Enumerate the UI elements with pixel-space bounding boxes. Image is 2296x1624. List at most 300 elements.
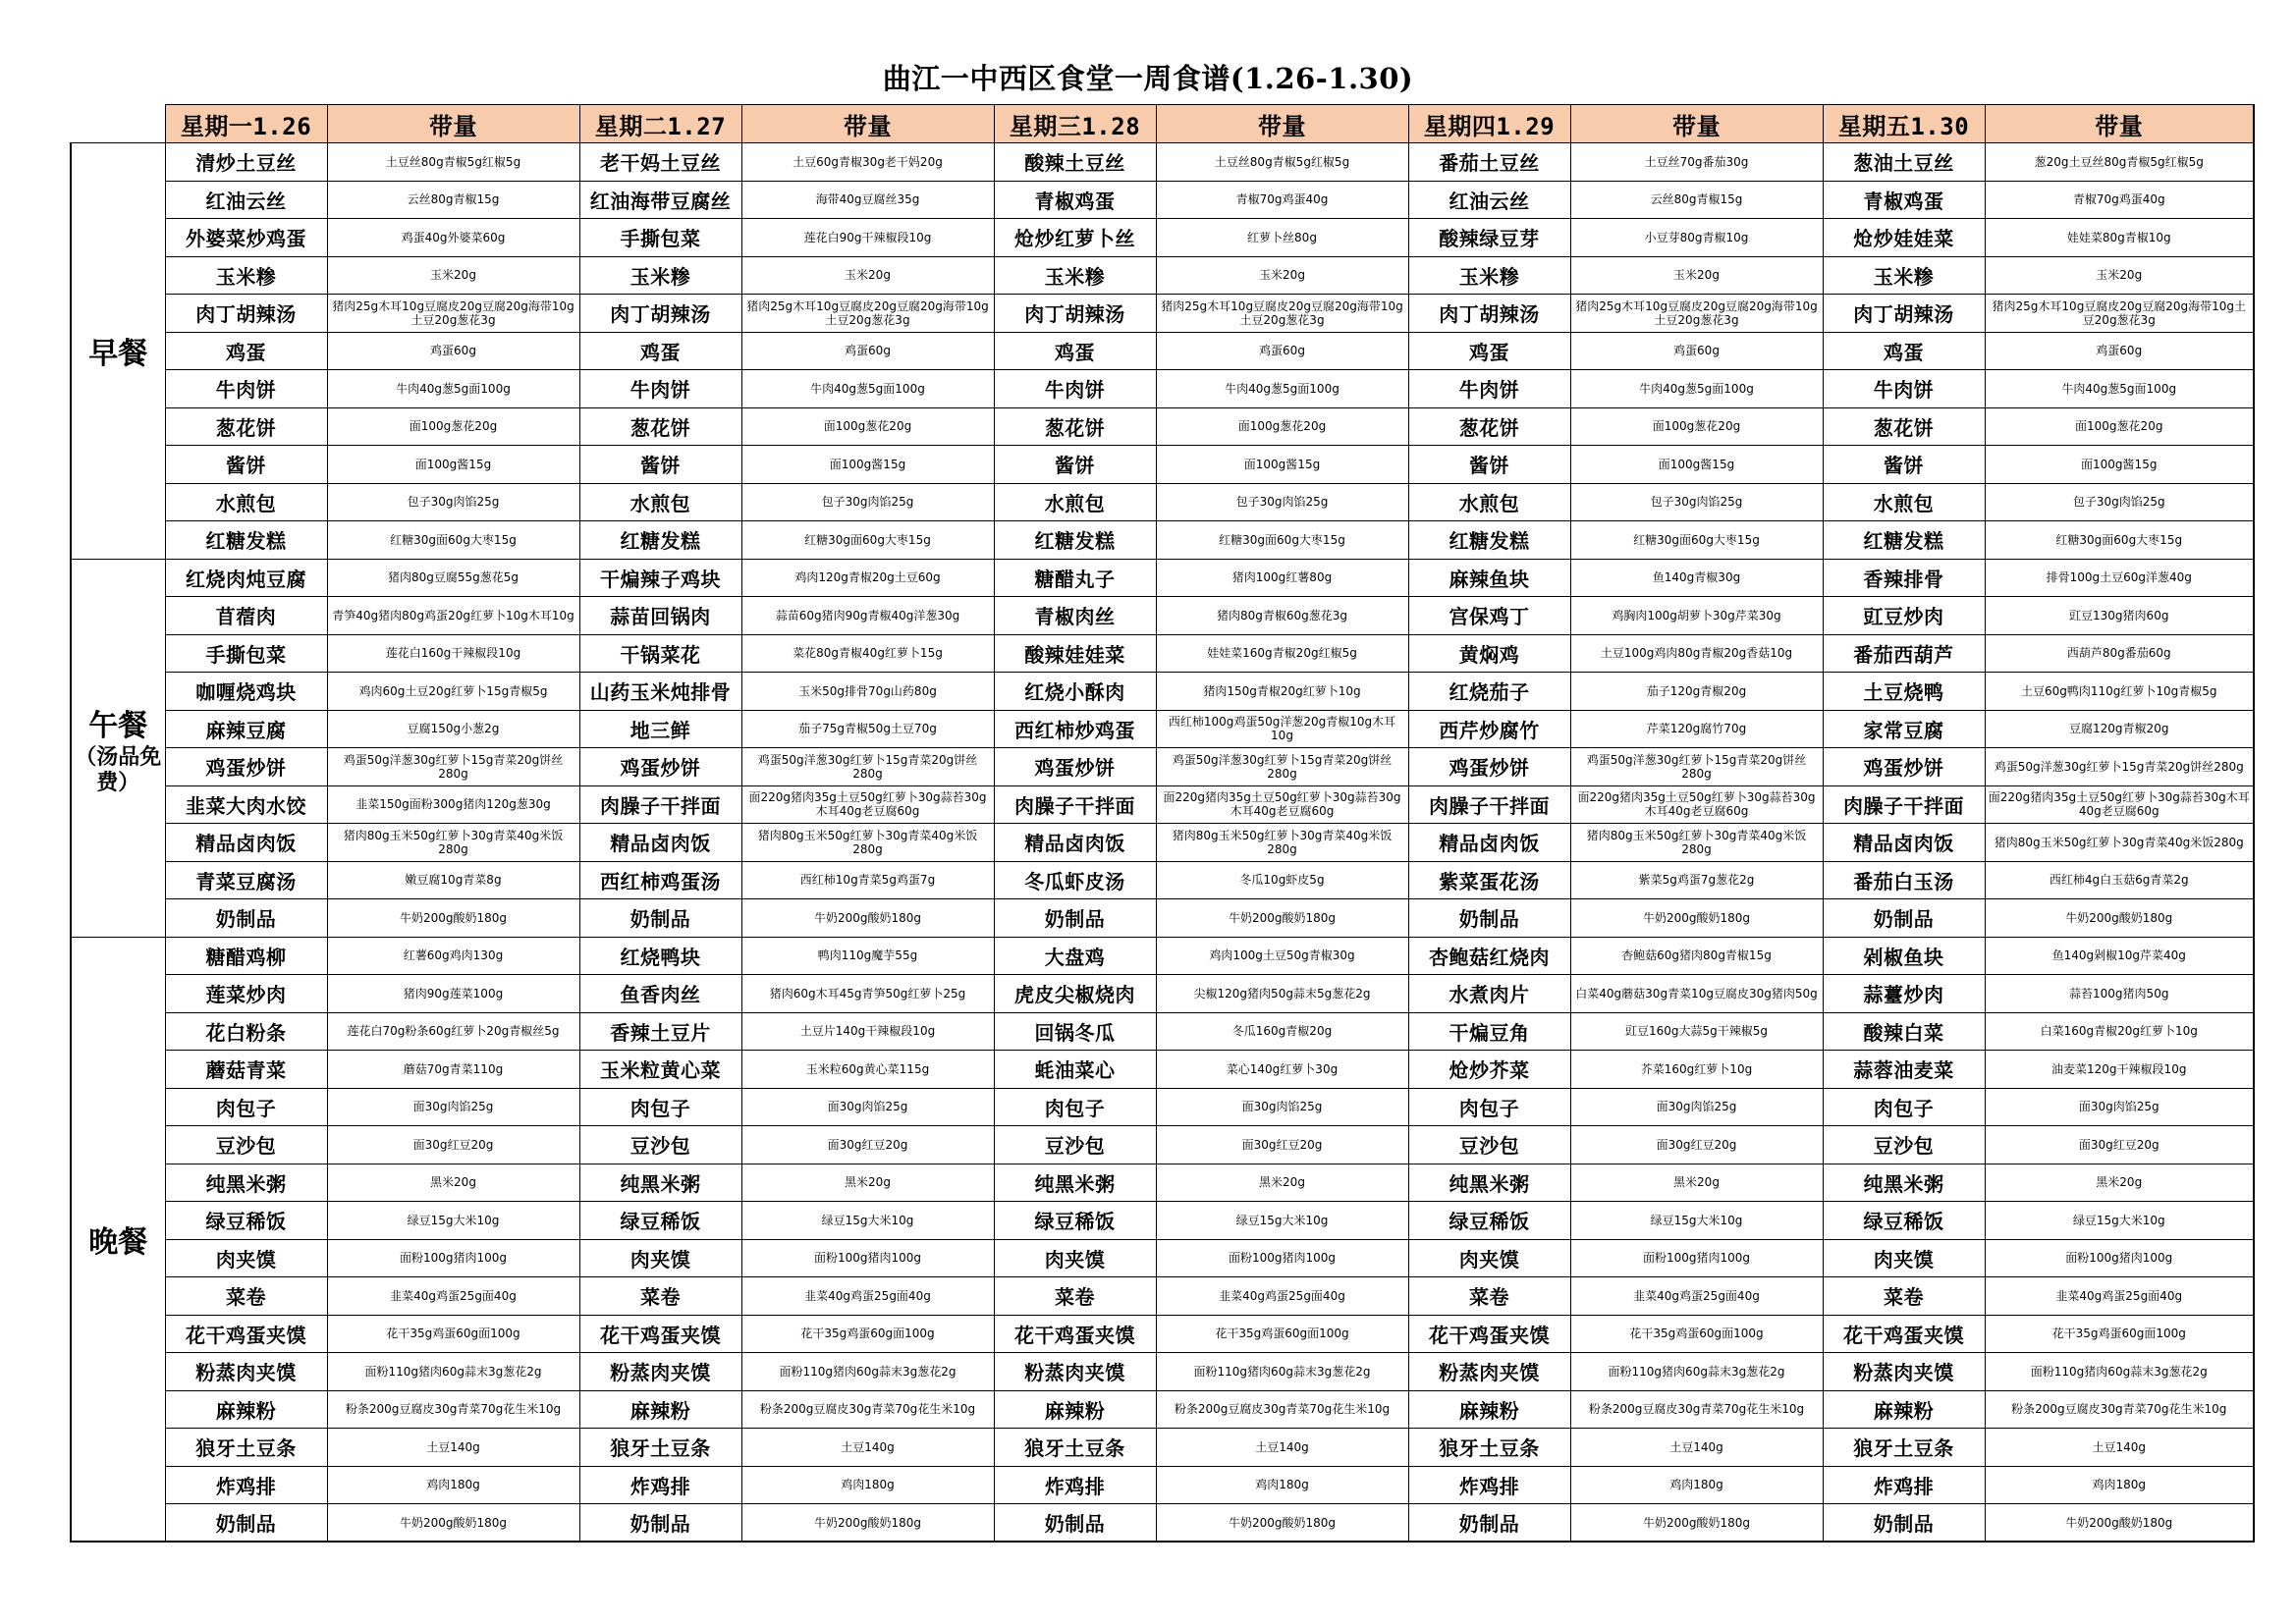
dish-name: 家常豆腐 [1823, 710, 1985, 748]
meal-label: 午餐 [88, 708, 148, 743]
dish-name: 葱花饼 [579, 407, 741, 446]
dish-name: 肉臊子干拌面 [579, 785, 741, 824]
dish-name: 奶制品 [994, 899, 1156, 938]
menu-row [71, 1051, 2254, 1089]
dish-name: 炸鸡排 [1823, 1466, 1985, 1504]
dish-name: 肉臊子干拌面 [994, 785, 1156, 824]
page-title: 曲江一中西区食堂一周食谱(1.26-1.30) [882, 62, 1414, 95]
dish-name: 肉丁胡辣汤 [165, 295, 327, 333]
dish-name: 粉蒸肉夹馍 [579, 1353, 741, 1391]
menu-row [71, 446, 2254, 484]
dish-quantity: 花干35g鸡蛋60g面100g [327, 1315, 579, 1353]
dish-name: 肉夹馍 [165, 1239, 327, 1277]
dish-name: 纯黑米粥 [1823, 1164, 1985, 1202]
dish-name: 咖喱烧鸡块 [165, 673, 327, 711]
dish-quantity: 绿豆15g大米10g [1985, 1202, 2254, 1240]
dish-name: 肉丁胡辣汤 [579, 295, 741, 333]
dish-name: 糖醋鸡柳 [165, 937, 327, 975]
dish-name: 红烧鸭块 [579, 937, 741, 975]
dish-name: 玉米糁 [165, 256, 327, 295]
dish-name: 牛肉饼 [994, 370, 1156, 408]
menu-row [71, 143, 2254, 182]
dish-name: 奶制品 [1823, 899, 1985, 938]
dish-quantity: 菜花80g青椒40g红萝卜15g [741, 634, 994, 673]
dish-quantity: 鸡蛋50g洋葱30g红萝卜15g青菜20g饼丝280g [1985, 748, 2254, 786]
dish-name: 麻辣粉 [1408, 1390, 1570, 1429]
dish-name: 纯黑米粥 [994, 1164, 1156, 1202]
dish-quantity: 包子30g肉馅25g [327, 483, 579, 521]
dish-name: 精品卤肉饭 [165, 824, 327, 862]
dish-quantity: 面220g猪肉35g土豆50g红萝卜30g蒜苔30g木耳40g老豆腐60g [1156, 785, 1408, 824]
dish-name: 糖醋丸子 [994, 559, 1156, 597]
dish-quantity: 土豆140g [741, 1429, 994, 1467]
dish-name: 酸辣白菜 [1823, 1012, 1985, 1051]
dish-quantity: 芥菜160g红萝卜10g [1570, 1051, 1823, 1089]
dish-name: 蒜薹炒肉 [1823, 975, 1985, 1013]
dish-quantity: 鸭肉110g魔芋55g [741, 937, 994, 975]
menu-row [71, 1466, 2254, 1504]
dish-quantity: 牛肉40g葱5g面100g [741, 370, 994, 408]
dish-name: 冬瓜虾皮汤 [994, 861, 1156, 899]
menu-row [71, 1504, 2254, 1543]
dish-quantity: 花干35g鸡蛋60g面100g [1570, 1315, 1823, 1353]
dish-name: 玉米糁 [579, 256, 741, 295]
dish-name: 菜卷 [994, 1277, 1156, 1316]
dish-name: 精品卤肉饭 [1408, 824, 1570, 862]
dish-name: 豆沙包 [1408, 1126, 1570, 1164]
meal-note: （汤品免费） [75, 743, 162, 795]
dish-name: 粉蒸肉夹馍 [165, 1353, 327, 1391]
dish-name: 肉夹馍 [1408, 1239, 1570, 1277]
dish-quantity: 白菜40g蘑菇30g青菜10g豆腐皮30g猪肉50g [1570, 975, 1823, 1013]
dish-quantity: 尖椒120g猪肉50g蒜末5g葱花2g [1156, 975, 1408, 1013]
dish-quantity: 豇豆160g大蒜5g干辣椒5g [1570, 1012, 1823, 1051]
dish-quantity: 面100g葱花20g [1570, 407, 1823, 446]
dish-quantity: 鸡肉60g土豆20g红萝卜15g青椒5g [327, 673, 579, 711]
dish-quantity: 韭菜40g鸡蛋25g面40g [1985, 1277, 2254, 1316]
qty-header: 带量 [741, 105, 994, 143]
dish-name: 精品卤肉饭 [994, 824, 1156, 862]
dish-quantity: 牛奶200g酸奶180g [1985, 899, 2254, 938]
dish-quantity: 面100g酱15g [1156, 446, 1408, 484]
dish-name: 葱花饼 [994, 407, 1156, 446]
dish-quantity: 鱼140g剁椒10g芹菜40g [1985, 937, 2254, 975]
dish-name: 狼牙土豆条 [579, 1429, 741, 1467]
dish-name: 青椒肉丝 [994, 597, 1156, 635]
dish-quantity: 面粉100g猪肉100g [1985, 1239, 2254, 1277]
dish-name: 肉包子 [1823, 1088, 1985, 1126]
dish-quantity: 蒜苔100g猪肉50g [1985, 975, 2254, 1013]
dish-name: 绿豆稀饭 [579, 1202, 741, 1240]
dish-name: 肉丁胡辣汤 [994, 295, 1156, 333]
dish-name: 红油海带豆腐丝 [579, 181, 741, 219]
dish-quantity: 蘑菇70g青菜110g [327, 1051, 579, 1089]
dish-quantity: 韭菜40g鸡蛋25g面40g [1570, 1277, 1823, 1316]
dish-name: 回锅冬瓜 [994, 1012, 1156, 1051]
dish-quantity: 排骨100g土豆60g洋葱40g [1985, 559, 2254, 597]
dish-quantity: 面100g葱花20g [1156, 407, 1408, 446]
menu-row [71, 1277, 2254, 1316]
dish-quantity: 猪肉80g玉米50g红萝卜30g青菜40g米饭280g [1985, 824, 2254, 862]
dish-name: 红糖发糕 [165, 521, 327, 560]
dish-quantity: 玉米20g [741, 256, 994, 295]
dish-quantity: 青椒70g鸡蛋40g [1156, 181, 1408, 219]
dish-name: 肉夹馍 [579, 1239, 741, 1277]
dish-name: 蚝油菜心 [994, 1051, 1156, 1089]
dish-name: 苜蓿肉 [165, 597, 327, 635]
dish-quantity: 面30g红豆20g [327, 1126, 579, 1164]
dish-quantity: 玉米20g [1570, 256, 1823, 295]
dish-quantity: 包子30g肉馅25g [1570, 483, 1823, 521]
dish-name: 宫保鸡丁 [1408, 597, 1570, 635]
dish-name: 紫菜蛋花汤 [1408, 861, 1570, 899]
menu-row [71, 370, 2254, 408]
dish-name: 精品卤肉饭 [1823, 824, 1985, 862]
menu-row [71, 1126, 2254, 1164]
dish-name: 酱饼 [579, 446, 741, 484]
day-header: 星期三1.28 [994, 105, 1156, 143]
dish-quantity: 玉米50g排骨70g山药80g [741, 673, 994, 711]
dish-name: 清炒土豆丝 [165, 143, 327, 182]
dish-quantity: 红糖30g面60g大枣15g [741, 521, 994, 560]
dish-quantity: 玉米20g [1156, 256, 1408, 295]
dish-name: 绿豆稀饭 [165, 1202, 327, 1240]
dish-name: 鱼香肉丝 [579, 975, 741, 1013]
menu-row [71, 1012, 2254, 1051]
dish-quantity: 粉条200g豆腐皮30g青菜70g花生米10g [327, 1390, 579, 1429]
dish-quantity: 面粉110g猪肉60g蒜末3g葱花2g [1985, 1353, 2254, 1391]
meal-label-cell [71, 143, 165, 560]
dish-name: 西红柿炒鸡蛋 [994, 710, 1156, 748]
dish-quantity: 猪肉150g青椒20g红萝卜10g [1156, 673, 1408, 711]
dish-name: 绿豆稀饭 [1823, 1202, 1985, 1240]
dish-quantity: 猪肉80g玉米50g红萝卜30g青菜40g米饭280g [1570, 824, 1823, 862]
dish-quantity: 面100g酱15g [1985, 446, 2254, 484]
dish-name: 红烧茄子 [1408, 673, 1570, 711]
dish-name: 麻辣粉 [1823, 1390, 1985, 1429]
dish-name: 麻辣粉 [994, 1390, 1156, 1429]
menu-row [71, 1164, 2254, 1202]
dish-name: 肉夹馍 [1823, 1239, 1985, 1277]
dish-quantity: 黑米20g [327, 1164, 579, 1202]
dish-name: 菜卷 [1408, 1277, 1570, 1316]
dish-quantity: 绿豆15g大米10g [327, 1202, 579, 1240]
menu-row [71, 1239, 2254, 1277]
dish-name: 酱饼 [1823, 446, 1985, 484]
qty-header: 带量 [1570, 105, 1823, 143]
dish-name: 麻辣粉 [165, 1390, 327, 1429]
dish-name: 豆沙包 [165, 1126, 327, 1164]
meal-label-cell [71, 559, 165, 937]
menu-row [71, 899, 2254, 938]
dish-name: 西芹炒腐竹 [1408, 710, 1570, 748]
dish-name: 鸡蛋炒饼 [1408, 748, 1570, 786]
dish-quantity: 西红柿10g青菜5g鸡蛋7g [741, 861, 994, 899]
menu-row [71, 295, 2254, 333]
dish-name: 鸡蛋 [1408, 332, 1570, 370]
dish-name: 虎皮尖椒烧肉 [994, 975, 1156, 1013]
dish-quantity: 红糖30g面60g大枣15g [1570, 521, 1823, 560]
dish-quantity: 云丝80g青椒15g [327, 181, 579, 219]
dish-quantity: 猪肉80g豆腐55g葱花5g [327, 559, 579, 597]
dish-quantity: 面30g肉馅25g [327, 1088, 579, 1126]
dish-quantity: 鸡蛋60g [327, 332, 579, 370]
qty-header: 带量 [327, 105, 579, 143]
dish-name: 玉米糁 [1823, 256, 1985, 295]
menu-row [71, 785, 2254, 824]
dish-quantity: 娃娃菜80g青椒10g [1985, 219, 2254, 257]
dish-name: 酸辣土豆丝 [994, 143, 1156, 182]
menu-row [71, 597, 2254, 635]
dish-name: 奶制品 [1408, 899, 1570, 938]
dish-quantity: 茄子120g青椒20g [1570, 673, 1823, 711]
menu-row [71, 1429, 2254, 1467]
dish-quantity: 面粉110g猪肉60g蒜末3g葱花2g [1570, 1353, 1823, 1391]
menu-row [71, 937, 2254, 975]
dish-quantity: 豇豆130g猪肉60g [1985, 597, 2254, 635]
dish-quantity: 青笋40g猪肉80g鸡蛋20g红萝卜10g木耳10g [327, 597, 579, 635]
dish-name: 葱花饼 [165, 407, 327, 446]
dish-quantity: 红糖30g面60g大枣15g [1156, 521, 1408, 560]
dish-name: 红糖发糕 [1823, 521, 1985, 560]
menu-body [71, 143, 2254, 1543]
dish-quantity: 莲花白160g干辣椒段10g [327, 634, 579, 673]
dish-name: 鸡蛋炒饼 [994, 748, 1156, 786]
dish-quantity: 面220g猪肉35g土豆50g红萝卜30g蒜苔30g木耳40g老豆腐60g [741, 785, 994, 824]
dish-name: 菜卷 [579, 1277, 741, 1316]
dish-quantity: 鸡肉180g [1570, 1466, 1823, 1504]
dish-quantity: 面粉110g猪肉60g蒜末3g葱花2g [741, 1353, 994, 1391]
menu-row [71, 673, 2254, 711]
dish-quantity: 粉条200g豆腐皮30g青菜70g花生米10g [1156, 1390, 1408, 1429]
dish-quantity: 猪肉25g木耳10g豆腐皮20g豆腐20g海带10g土豆20g葱花3g [327, 295, 579, 333]
dish-quantity: 鸡蛋60g [1985, 332, 2254, 370]
dish-quantity: 蒜苗60g猪肉90g青椒40g洋葱30g [741, 597, 994, 635]
header-row [71, 105, 2254, 143]
dish-quantity: 面30g肉馅25g [1156, 1088, 1408, 1126]
dish-name: 花干鸡蛋夹馍 [994, 1315, 1156, 1353]
dish-quantity: 包子30g肉馅25g [741, 483, 994, 521]
dish-name: 红糖发糕 [1408, 521, 1570, 560]
dish-quantity: 面100g酱15g [741, 446, 994, 484]
dish-name: 鸡蛋 [165, 332, 327, 370]
dish-quantity: 面220g猪肉35g土豆50g红萝卜30g蒜苔30g木耳40g老豆腐60g [1985, 785, 2254, 824]
dish-quantity: 鸡蛋60g [1570, 332, 1823, 370]
dish-quantity: 面30g红豆20g [1156, 1126, 1408, 1164]
dish-quantity: 鸡蛋60g [1156, 332, 1408, 370]
dish-name: 花干鸡蛋夹馍 [1408, 1315, 1570, 1353]
dish-quantity: 青椒70g鸡蛋40g [1985, 181, 2254, 219]
dish-quantity: 面粉110g猪肉60g蒜末3g葱花2g [1156, 1353, 1408, 1391]
dish-quantity: 面30g红豆20g [741, 1126, 994, 1164]
menu-row [71, 483, 2254, 521]
dish-name: 狼牙土豆条 [1823, 1429, 1985, 1467]
dish-quantity: 面粉100g猪肉100g [741, 1239, 994, 1277]
dish-quantity: 黑米20g [741, 1164, 994, 1202]
dish-quantity: 面100g酱15g [327, 446, 579, 484]
dish-name: 炝炒娃娃菜 [1823, 219, 1985, 257]
dish-quantity: 白菜160g青椒20g红萝卜10g [1985, 1012, 2254, 1051]
dish-quantity: 小豆芽80g青椒10g [1570, 219, 1823, 257]
dish-quantity: 娃娃菜160g青椒20g红椒5g [1156, 634, 1408, 673]
dish-quantity: 红萝卜丝80g [1156, 219, 1408, 257]
dish-name: 纯黑米粥 [579, 1164, 741, 1202]
dish-quantity: 西红柿100g鸡蛋50g洋葱20g青椒10g木耳10g [1156, 710, 1408, 748]
dish-name: 麻辣粉 [579, 1390, 741, 1429]
day-header: 星期五1.30 [1823, 105, 1985, 143]
dish-quantity: 土豆丝80g青椒5g红椒5g [1156, 143, 1408, 182]
day-header: 星期二1.27 [579, 105, 741, 143]
dish-name: 炸鸡排 [994, 1466, 1156, 1504]
dish-name: 奶制品 [579, 1504, 741, 1543]
dish-name: 酱饼 [165, 446, 327, 484]
dish-name: 莲菜炒肉 [165, 975, 327, 1013]
menu-row [71, 256, 2254, 295]
dish-name: 狼牙土豆条 [165, 1429, 327, 1467]
dish-quantity: 冬瓜160g青椒20g [1156, 1012, 1408, 1051]
dish-name: 牛肉饼 [165, 370, 327, 408]
dish-name: 玉米糁 [1408, 256, 1570, 295]
menu-row [71, 1315, 2254, 1353]
dish-quantity: 土豆140g [1570, 1429, 1823, 1467]
dish-quantity: 土豆60g青椒30g老干妈20g [741, 143, 994, 182]
dish-name: 玉米粒黄心菜 [579, 1051, 741, 1089]
dish-name: 手撕包菜 [165, 634, 327, 673]
dish-name: 水煎包 [1823, 483, 1985, 521]
dish-quantity: 猪肉60g木耳45g青笋50g红萝卜25g [741, 975, 994, 1013]
dish-quantity: 粉条200g豆腐皮30g青菜70g花生米10g [1985, 1390, 2254, 1429]
dish-quantity: 猪肉80g玉米50g红萝卜30g青菜40g米饭280g [327, 824, 579, 862]
dish-quantity: 面220g猪肉35g土豆50g红萝卜30g蒜苔30g木耳40g老豆腐60g [1570, 785, 1823, 824]
dish-name: 豆沙包 [579, 1126, 741, 1164]
dish-name: 炸鸡排 [579, 1466, 741, 1504]
dish-name: 玉米糁 [994, 256, 1156, 295]
dish-name: 手撕包菜 [579, 219, 741, 257]
dish-name: 水煎包 [165, 483, 327, 521]
menu-row [71, 407, 2254, 446]
dish-name: 豆沙包 [994, 1126, 1156, 1164]
dish-name: 蘑菇青菜 [165, 1051, 327, 1089]
dish-quantity: 绿豆15g大米10g [1156, 1202, 1408, 1240]
dish-name: 红烧肉炖豆腐 [165, 559, 327, 597]
dish-quantity: 莲花白70g粉条60g红萝卜20g青椒丝5g [327, 1012, 579, 1051]
menu-row [71, 1353, 2254, 1391]
day-header: 星期四1.29 [1408, 105, 1570, 143]
dish-name: 红油云丝 [165, 181, 327, 219]
dish-name: 奶制品 [1823, 1504, 1985, 1543]
dish-quantity: 花干35g鸡蛋60g面100g [1156, 1315, 1408, 1353]
dish-quantity: 绿豆15g大米10g [1570, 1202, 1823, 1240]
meal-label-cell [71, 937, 165, 1542]
dish-name: 肉丁胡辣汤 [1823, 295, 1985, 333]
dish-name: 肉臊子干拌面 [1408, 785, 1570, 824]
dish-quantity: 鸡蛋50g洋葱30g红萝卜15g青菜20g饼丝280g [1156, 748, 1408, 786]
dish-quantity: 面30g肉馅25g [741, 1088, 994, 1126]
menu-row [71, 1202, 2254, 1240]
dish-quantity: 葱20g土豆丝80g青椒5g红椒5g [1985, 143, 2254, 182]
dish-name: 蒜蓉油麦菜 [1823, 1051, 1985, 1089]
dish-quantity: 莲花白90g干辣椒段10g [741, 219, 994, 257]
dish-quantity: 玉米20g [327, 256, 579, 295]
dish-quantity: 包子30g肉馅25g [1156, 483, 1408, 521]
dish-quantity: 西葫芦80g番茄60g [1985, 634, 2254, 673]
dish-quantity: 玉米粒60g黄心菜115g [741, 1051, 994, 1089]
dish-name: 花干鸡蛋夹馍 [579, 1315, 741, 1353]
dish-quantity: 鸡肉180g [741, 1466, 994, 1504]
dish-name: 肉包子 [1408, 1088, 1570, 1126]
dish-quantity: 鸡肉100g土豆50g青椒30g [1156, 937, 1408, 975]
menu-row [71, 710, 2254, 748]
dish-quantity: 鸡蛋50g洋葱30g红萝卜15g青菜20g饼丝280g [1570, 748, 1823, 786]
dish-name: 花白粉条 [165, 1012, 327, 1051]
dish-quantity: 猪肉25g木耳10g豆腐皮20g豆腐20g海带10g土豆20g葱花3g [1570, 295, 1823, 333]
dish-name: 干锅菜花 [579, 634, 741, 673]
dish-quantity: 面100g酱15g [1570, 446, 1823, 484]
dish-quantity: 土豆140g [1985, 1429, 2254, 1467]
dish-name: 牛肉饼 [579, 370, 741, 408]
dish-quantity: 牛肉40g葱5g面100g [1156, 370, 1408, 408]
dish-quantity: 鱼140g青椒30g [1570, 559, 1823, 597]
dish-name: 狼牙土豆条 [1408, 1429, 1570, 1467]
dish-quantity: 牛肉40g葱5g面100g [1570, 370, 1823, 408]
dish-name: 奶制品 [1408, 1504, 1570, 1543]
dish-quantity: 粉条200g豆腐皮30g青菜70g花生米10g [1570, 1390, 1823, 1429]
dish-quantity: 猪肉90g莲菜100g [327, 975, 579, 1013]
dish-quantity: 牛奶200g酸奶180g [741, 899, 994, 938]
dish-name: 麻辣鱼块 [1408, 559, 1570, 597]
dish-quantity: 芹菜120g腐竹70g [1570, 710, 1823, 748]
dish-quantity: 云丝80g青椒15g [1570, 181, 1823, 219]
menu-row [71, 219, 2254, 257]
dish-name: 奶制品 [994, 1504, 1156, 1543]
dish-quantity: 牛奶200g酸奶180g [1156, 1504, 1408, 1543]
dish-quantity: 鸡蛋50g洋葱30g红萝卜15g青菜20g饼丝280g [741, 748, 994, 786]
qty-header: 带量 [1156, 105, 1408, 143]
dish-name: 酱饼 [1408, 446, 1570, 484]
dish-quantity: 黑米20g [1985, 1164, 2254, 1202]
dish-name: 纯黑米粥 [1408, 1164, 1570, 1202]
dish-name: 剁椒鱼块 [1823, 937, 1985, 975]
dish-name: 酸辣娃娃菜 [994, 634, 1156, 673]
dish-name: 绿豆稀饭 [1408, 1202, 1570, 1240]
dish-name: 水煎包 [579, 483, 741, 521]
dish-quantity: 面粉110g猪肉60g蒜末3g葱花2g [327, 1353, 579, 1391]
dish-quantity: 嫩豆腐10g青菜8g [327, 861, 579, 899]
dish-quantity: 韭菜150g面粉300g猪肉120g葱30g [327, 785, 579, 824]
dish-quantity: 包子30g肉馅25g [1985, 483, 2254, 521]
dish-name: 麻辣豆腐 [165, 710, 327, 748]
menu-row [71, 1088, 2254, 1126]
dish-name: 豆沙包 [1823, 1126, 1985, 1164]
menu-row [71, 181, 2254, 219]
dish-name: 山药玉米炖排骨 [579, 673, 741, 711]
dish-name: 绿豆稀饭 [994, 1202, 1156, 1240]
dish-name: 干煸豆角 [1408, 1012, 1570, 1051]
dish-name: 炸鸡排 [1408, 1466, 1570, 1504]
dish-quantity: 海带40g豆腐丝35g [741, 181, 994, 219]
dish-quantity: 杏鲍菇60g猪肉80g青椒15g [1570, 937, 1823, 975]
dish-quantity: 韭菜40g鸡蛋25g面40g [741, 1277, 994, 1316]
meal-label: 早餐 [88, 337, 148, 372]
menu-row [71, 1390, 2254, 1429]
day-header: 星期一1.26 [165, 105, 327, 143]
menu-row [71, 824, 2254, 862]
menu-row [71, 861, 2254, 899]
dish-quantity: 土豆100g鸡肉80g青椒20g香菇10g [1570, 634, 1823, 673]
dish-quantity: 面粉100g猪肉100g [1156, 1239, 1408, 1277]
meal-label: 晚餐 [88, 1224, 148, 1260]
dish-quantity: 紫菜5g鸡蛋7g葱花2g [1570, 861, 1823, 899]
